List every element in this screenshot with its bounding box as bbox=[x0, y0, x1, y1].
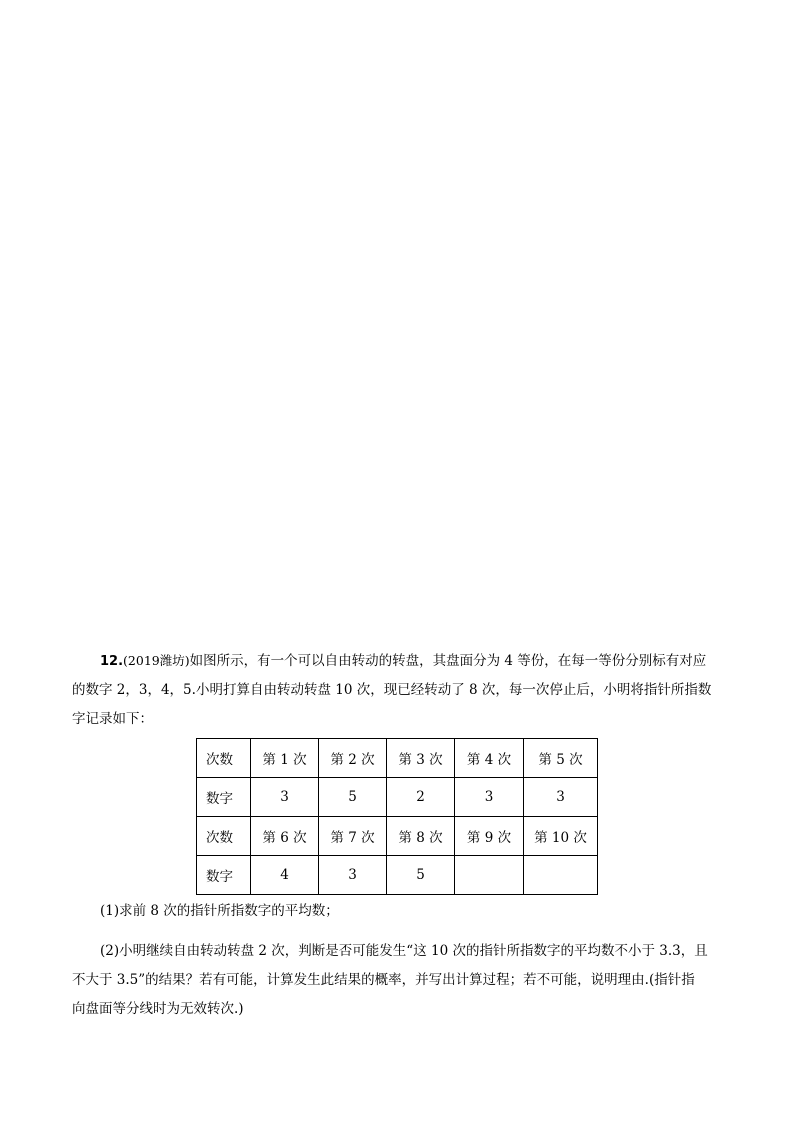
table-cell: 3 bbox=[524, 778, 598, 817]
table-cell: 第 6 次 bbox=[251, 817, 319, 856]
table-cell: 第 8 次 bbox=[387, 817, 455, 856]
table-cell: 第 10 次 bbox=[524, 817, 598, 856]
table-cell: 第 7 次 bbox=[319, 817, 387, 856]
table-cell: 第 2 次 bbox=[319, 739, 387, 778]
table-row bbox=[197, 739, 598, 778]
stem-line-2: 的数字 2，3，4，5.小明打算自由转动转盘 10 次，现已经转动了 8 次，每一次停止后，小明将指针所指数 bbox=[72, 682, 712, 698]
table-cell: 2 bbox=[387, 778, 455, 817]
question-2-line-3: 向盘面等分线时为无效转次.) bbox=[72, 1001, 244, 1017]
problem-stem bbox=[72, 646, 724, 676]
table-cell: 3 bbox=[251, 778, 319, 817]
table-row bbox=[197, 856, 598, 895]
table-row bbox=[197, 778, 598, 817]
question-2-line-1: (2)小明继续自由转动转盘 2 次，判断是否可能发生“这 10 次的指针所指数字的平均数不小于 3.3，且 bbox=[100, 943, 708, 959]
table-cell: 数字 bbox=[197, 856, 251, 895]
question-2-line-2: 不大于 3.5”的结果？若有可能，计算发生此结果的概率，并写出计算过程；若不可能，说明理由.(指针指 bbox=[72, 972, 695, 988]
table-cell: 5 bbox=[387, 856, 455, 895]
table-cell: 次数 bbox=[197, 739, 251, 778]
stem-line-3: 字记录如下： bbox=[72, 711, 153, 727]
table-cell: 第 5 次 bbox=[524, 739, 598, 778]
stem-line-1: 如图所示，有一个可以自由转动的转盘，其盘面分为 4 等份，在每一等份分别标有对应 bbox=[189, 653, 707, 669]
table-cell: 5 bbox=[319, 778, 387, 817]
problem-number: 12. bbox=[100, 654, 124, 669]
table-cell: 3 bbox=[455, 778, 524, 817]
record-table bbox=[196, 738, 598, 895]
table-cell: 第 4 次 bbox=[455, 739, 524, 778]
table-cell: 4 bbox=[251, 856, 319, 895]
table-cell: 第 3 次 bbox=[387, 739, 455, 778]
table-cell: 数字 bbox=[197, 778, 251, 817]
table-cell: 3 bbox=[319, 856, 387, 895]
table-row bbox=[197, 817, 598, 856]
table-cell: 第 9 次 bbox=[455, 817, 524, 856]
question-1: (1)求前 8 次的指针所指数字的平均数； bbox=[100, 903, 339, 919]
table-cell: 次数 bbox=[197, 817, 251, 856]
table-cell bbox=[455, 856, 524, 895]
table-cell bbox=[524, 856, 598, 895]
question-2 bbox=[72, 937, 724, 1024]
problem-source: (2019潍坊) bbox=[123, 653, 190, 668]
table-cell: 第 1 次 bbox=[251, 739, 319, 778]
problem-statement bbox=[72, 646, 724, 734]
